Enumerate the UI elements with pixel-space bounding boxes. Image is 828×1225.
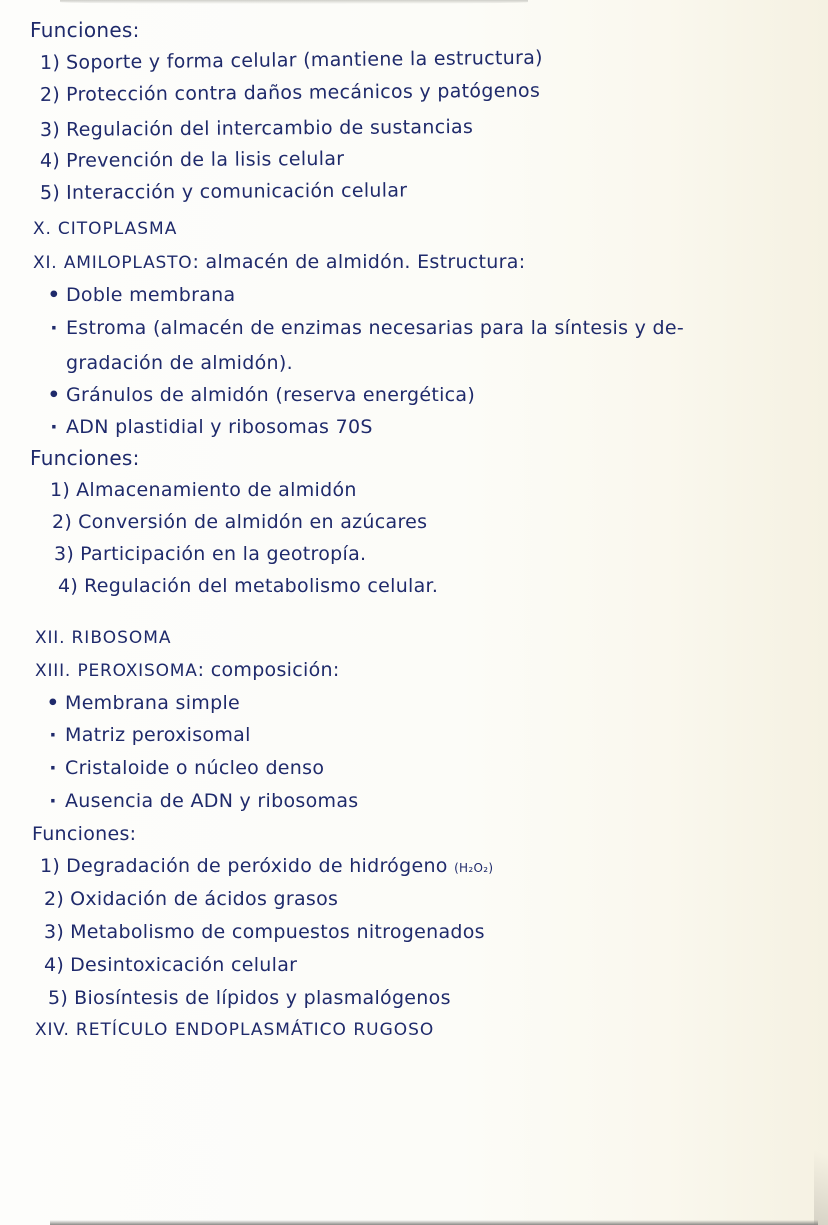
- functions-heading: Funciones:: [32, 823, 137, 845]
- functions-heading: Funciones:: [30, 18, 140, 42]
- list-item: · Cristaloide o núcleo denso: [49, 757, 325, 779]
- functions-heading: Funciones:: [30, 446, 140, 470]
- list-item: · ADN plastidial y ribosomas 70S: [50, 416, 373, 438]
- list-item: • Membrana simple: [46, 692, 241, 714]
- list-item: 4) Prevención de la lisis celular: [39, 147, 345, 172]
- list-item: 3) Metabolismo de compuestos nitrogenados: [44, 921, 485, 943]
- list-item: 5) Biosíntesis de lípidos y plasmalógenos: [48, 987, 451, 1009]
- list-item: 3) Participación en la geotropía.: [54, 543, 367, 565]
- list-item: 1) Degradación de peróxido de hidrógeno (H₂O₂): [40, 855, 494, 877]
- list-item: 2) Protección contra daños mecánicos y patógenos: [39, 79, 541, 106]
- chemical-formula: (H₂O₂): [454, 861, 494, 875]
- list-item: · Matriz peroxisomal: [49, 724, 251, 746]
- list-item: 2) Oxidación de ácidos grasos: [44, 888, 339, 910]
- list-item: 2) Conversión de almidón en azúcares: [52, 511, 428, 533]
- section-heading-ribosoma: XII. RIBOSOMA: [35, 628, 172, 648]
- section-heading-peroxisoma: XIII. PEROXISOMA: composición:: [35, 659, 340, 681]
- list-item: 1) Almacenamiento de almidón: [50, 479, 357, 501]
- section-heading-citoplasma: X. CITOPLASMA: [33, 219, 178, 239]
- list-item: • Doble membrana: [47, 284, 236, 306]
- list-item: 1) Soporte y forma celular (mantiene la estructura): [39, 46, 543, 74]
- page-bottom-edge: [50, 1220, 818, 1225]
- list-item: 4) Desintoxicación celular: [44, 954, 298, 976]
- list-item: 3) Regulación del intercambio de sustancias: [39, 115, 474, 141]
- page-curl-shadow: [814, 1105, 828, 1225]
- list-item: 4) Regulación del metabolismo celular.: [58, 575, 439, 597]
- list-item: · Ausencia de ADN y ribosomas: [49, 790, 359, 812]
- list-item-continuation: gradación de almidón).: [66, 352, 293, 374]
- section-heading-amiloplasto: XI. AMILOPLASTO: almacén de almidón. Estructura:: [33, 251, 526, 273]
- list-item: 5) Interacción y comunicación celular: [39, 179, 408, 204]
- list-item: · Estroma (almacén de enzimas necesarias para la síntesis y de-: [50, 317, 685, 339]
- section-heading-reticulo-endoplasmatico-rugoso: XIV. RETÍCULO ENDOPLASMÁTICO RUGOSO: [35, 1020, 435, 1040]
- list-item: • Gránulos de almidón (reserva energética): [47, 384, 476, 406]
